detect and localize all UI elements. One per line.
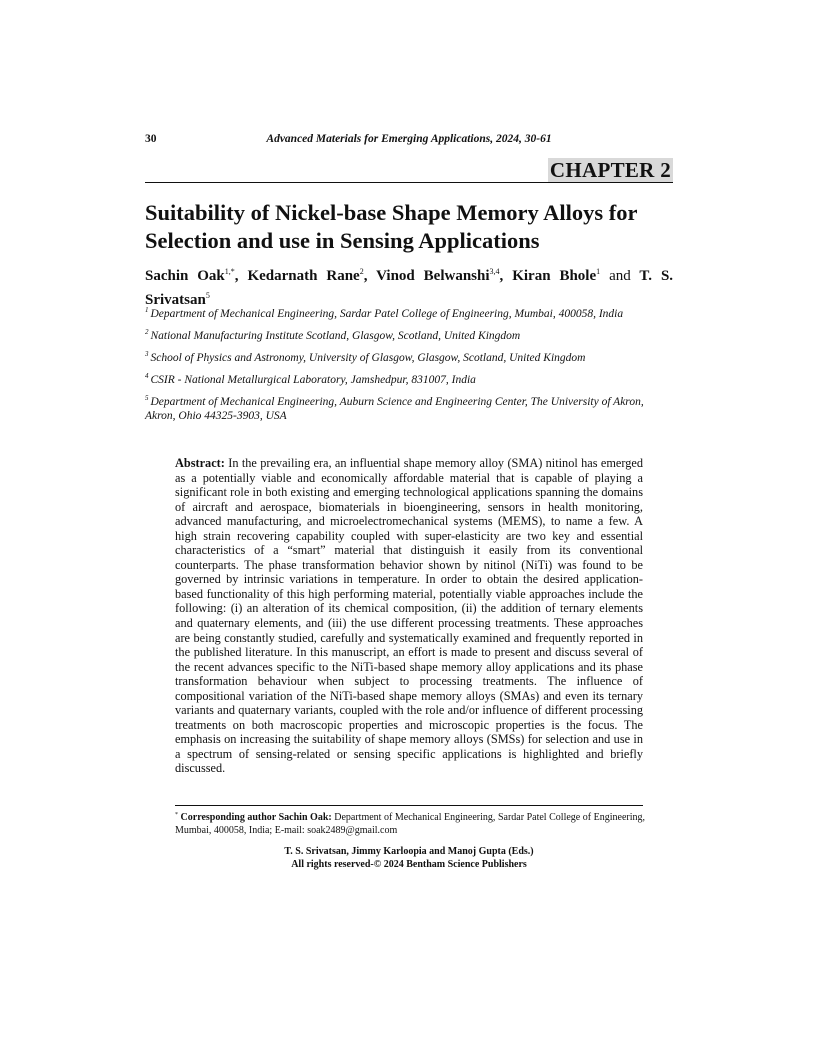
affiliation-number: 5 xyxy=(145,394,149,402)
journal-year-pages: , 2024, 30-61 xyxy=(490,133,552,145)
author-affiliation-marker: 2 xyxy=(359,267,364,276)
author-affiliation-marker: 3,4 xyxy=(489,267,500,276)
author-name: Kiran Bhole xyxy=(512,268,597,284)
affiliation-text: School of Physics and Astronomy, University of Glasgow, Glasgow, Scotland, United Kingdom xyxy=(150,352,586,364)
footnote-divider xyxy=(175,805,643,806)
page-number: 30 xyxy=(145,133,157,145)
affiliation-number: 2 xyxy=(145,328,149,336)
author-name: T. S. Srivatsan xyxy=(145,268,674,308)
affiliation-item xyxy=(145,369,675,387)
author-separator: , xyxy=(499,268,513,284)
affiliation-item xyxy=(145,347,675,365)
rights-line: All rights reserved-© 2024 Bentham Science Publishers xyxy=(291,858,527,870)
author-conjunction: and xyxy=(609,268,631,284)
footnote-text: Department of Mechanical Engineering, Sardar Patel College of Engineering, Mumbai, 400058, India; E-mail: soak2489@gmail.com xyxy=(175,812,645,836)
chapter-label: CHAPTER 2 xyxy=(549,158,671,182)
author-name: Vinod Belwanshi xyxy=(376,268,490,284)
affiliation-text: CSIR - National Metallurgical Laboratory, Jamshedpur, 831007, India xyxy=(150,374,476,386)
author-name: Sachin Oak xyxy=(145,268,225,284)
journal-citation xyxy=(145,133,673,145)
affiliation-text: Department of Mechanical Engineering, Sardar Patel College of Engineering, Mumbai, 400058, India xyxy=(150,308,624,320)
chapter-title: Suitability of Nickel-base Shape Memory Alloys for Selection and use in Sensing Applications xyxy=(145,200,638,253)
editors-line: T. S. Srivatsan, Jimmy Karloopia and Manoj Gupta (Eds.) xyxy=(284,846,534,857)
author-affiliation-marker: 1,* xyxy=(224,267,235,276)
affiliation-text: National Manufacturing Institute Scotland, Glasgow, Scotland, United Kingdom xyxy=(150,330,521,342)
footnote-label: Corresponding author Sachin Oak: xyxy=(180,812,332,823)
chapter-heading xyxy=(145,158,673,183)
abstract-text: In the prevailing era, an influential shape memory alloy (SMA) nitinol has emerged as a potentially viable and economically affordable material that is capable of playing a significant role in both existing and emerging technological applications spanning the domains of aircraft and aerospace, biomaterials in bioengineering, sensors in health monitoring, advanced manufacturing, and microelectromechanical systems (MEMS), to name a few. A high strain recovering capability coupled with super-elasticity are two key and essential characteristics of a “smart” material that distinguish it easily from its conventional counterparts. The phase transformation behavior shown by nitinol (NiTi) was found to be governed by intrinsic variations in temperature. In order to obtain the desired application-based functionality of this high performing material, potentially viable approaches include the following: (i) an alteration of its chemical composition, (ii) the addition of ternary elements and quaternary elements, and (iii) the use different processing treatments. These approaches are being constantly studied, carefully and systematically examined and frequently reported in the published literature. In this manuscript, an effort is made to present and discuss several of the recent advances specific to the NiTi-based shape memory alloy applications and its phase transformation behaviour when subject to processing treatments. The influence of compositional variation of the NiTi-based shape memory alloys (SMAs) and even its ternary variants and quaternary variants, coupled with the role and/or influence of different processing treatments on both macroscopic properties and microscopic properties is the focus. The emphasis on increasing the suitability of shape memory alloys (SMSs) for selection and use in a spectrum of sensing-related or sensing specific applications is highlighted and briefly discussed. xyxy=(175,456,644,776)
author-affiliation-marker: 1 xyxy=(596,267,601,276)
affiliation-item xyxy=(145,303,675,321)
affiliation-number: 3 xyxy=(145,350,149,358)
affiliation-list xyxy=(145,303,675,427)
author-separator: , xyxy=(234,268,248,284)
author-affiliation-marker: 5 xyxy=(205,291,210,300)
footnote-marker: * xyxy=(175,812,178,818)
abstract-label: Abstract: xyxy=(175,456,225,470)
affiliation-item xyxy=(145,391,675,423)
author-separator: , xyxy=(363,268,377,284)
affiliation-number: 4 xyxy=(145,372,149,380)
editors-block xyxy=(175,846,643,871)
author-name: Kedarnath Rane xyxy=(247,268,360,284)
affiliation-number: 1 xyxy=(145,306,149,314)
affiliation-item xyxy=(145,325,675,343)
affiliation-text: Department of Mechanical Engineering, Auburn Science and Engineering Center, The University of Akron, Akron, Ohio 44325-3903, USA xyxy=(145,396,644,422)
corresponding-author-footnote xyxy=(175,809,645,837)
journal-title: Advanced Materials for Emerging Applications xyxy=(266,133,491,145)
abstract xyxy=(175,456,643,776)
author-separator xyxy=(600,268,609,284)
